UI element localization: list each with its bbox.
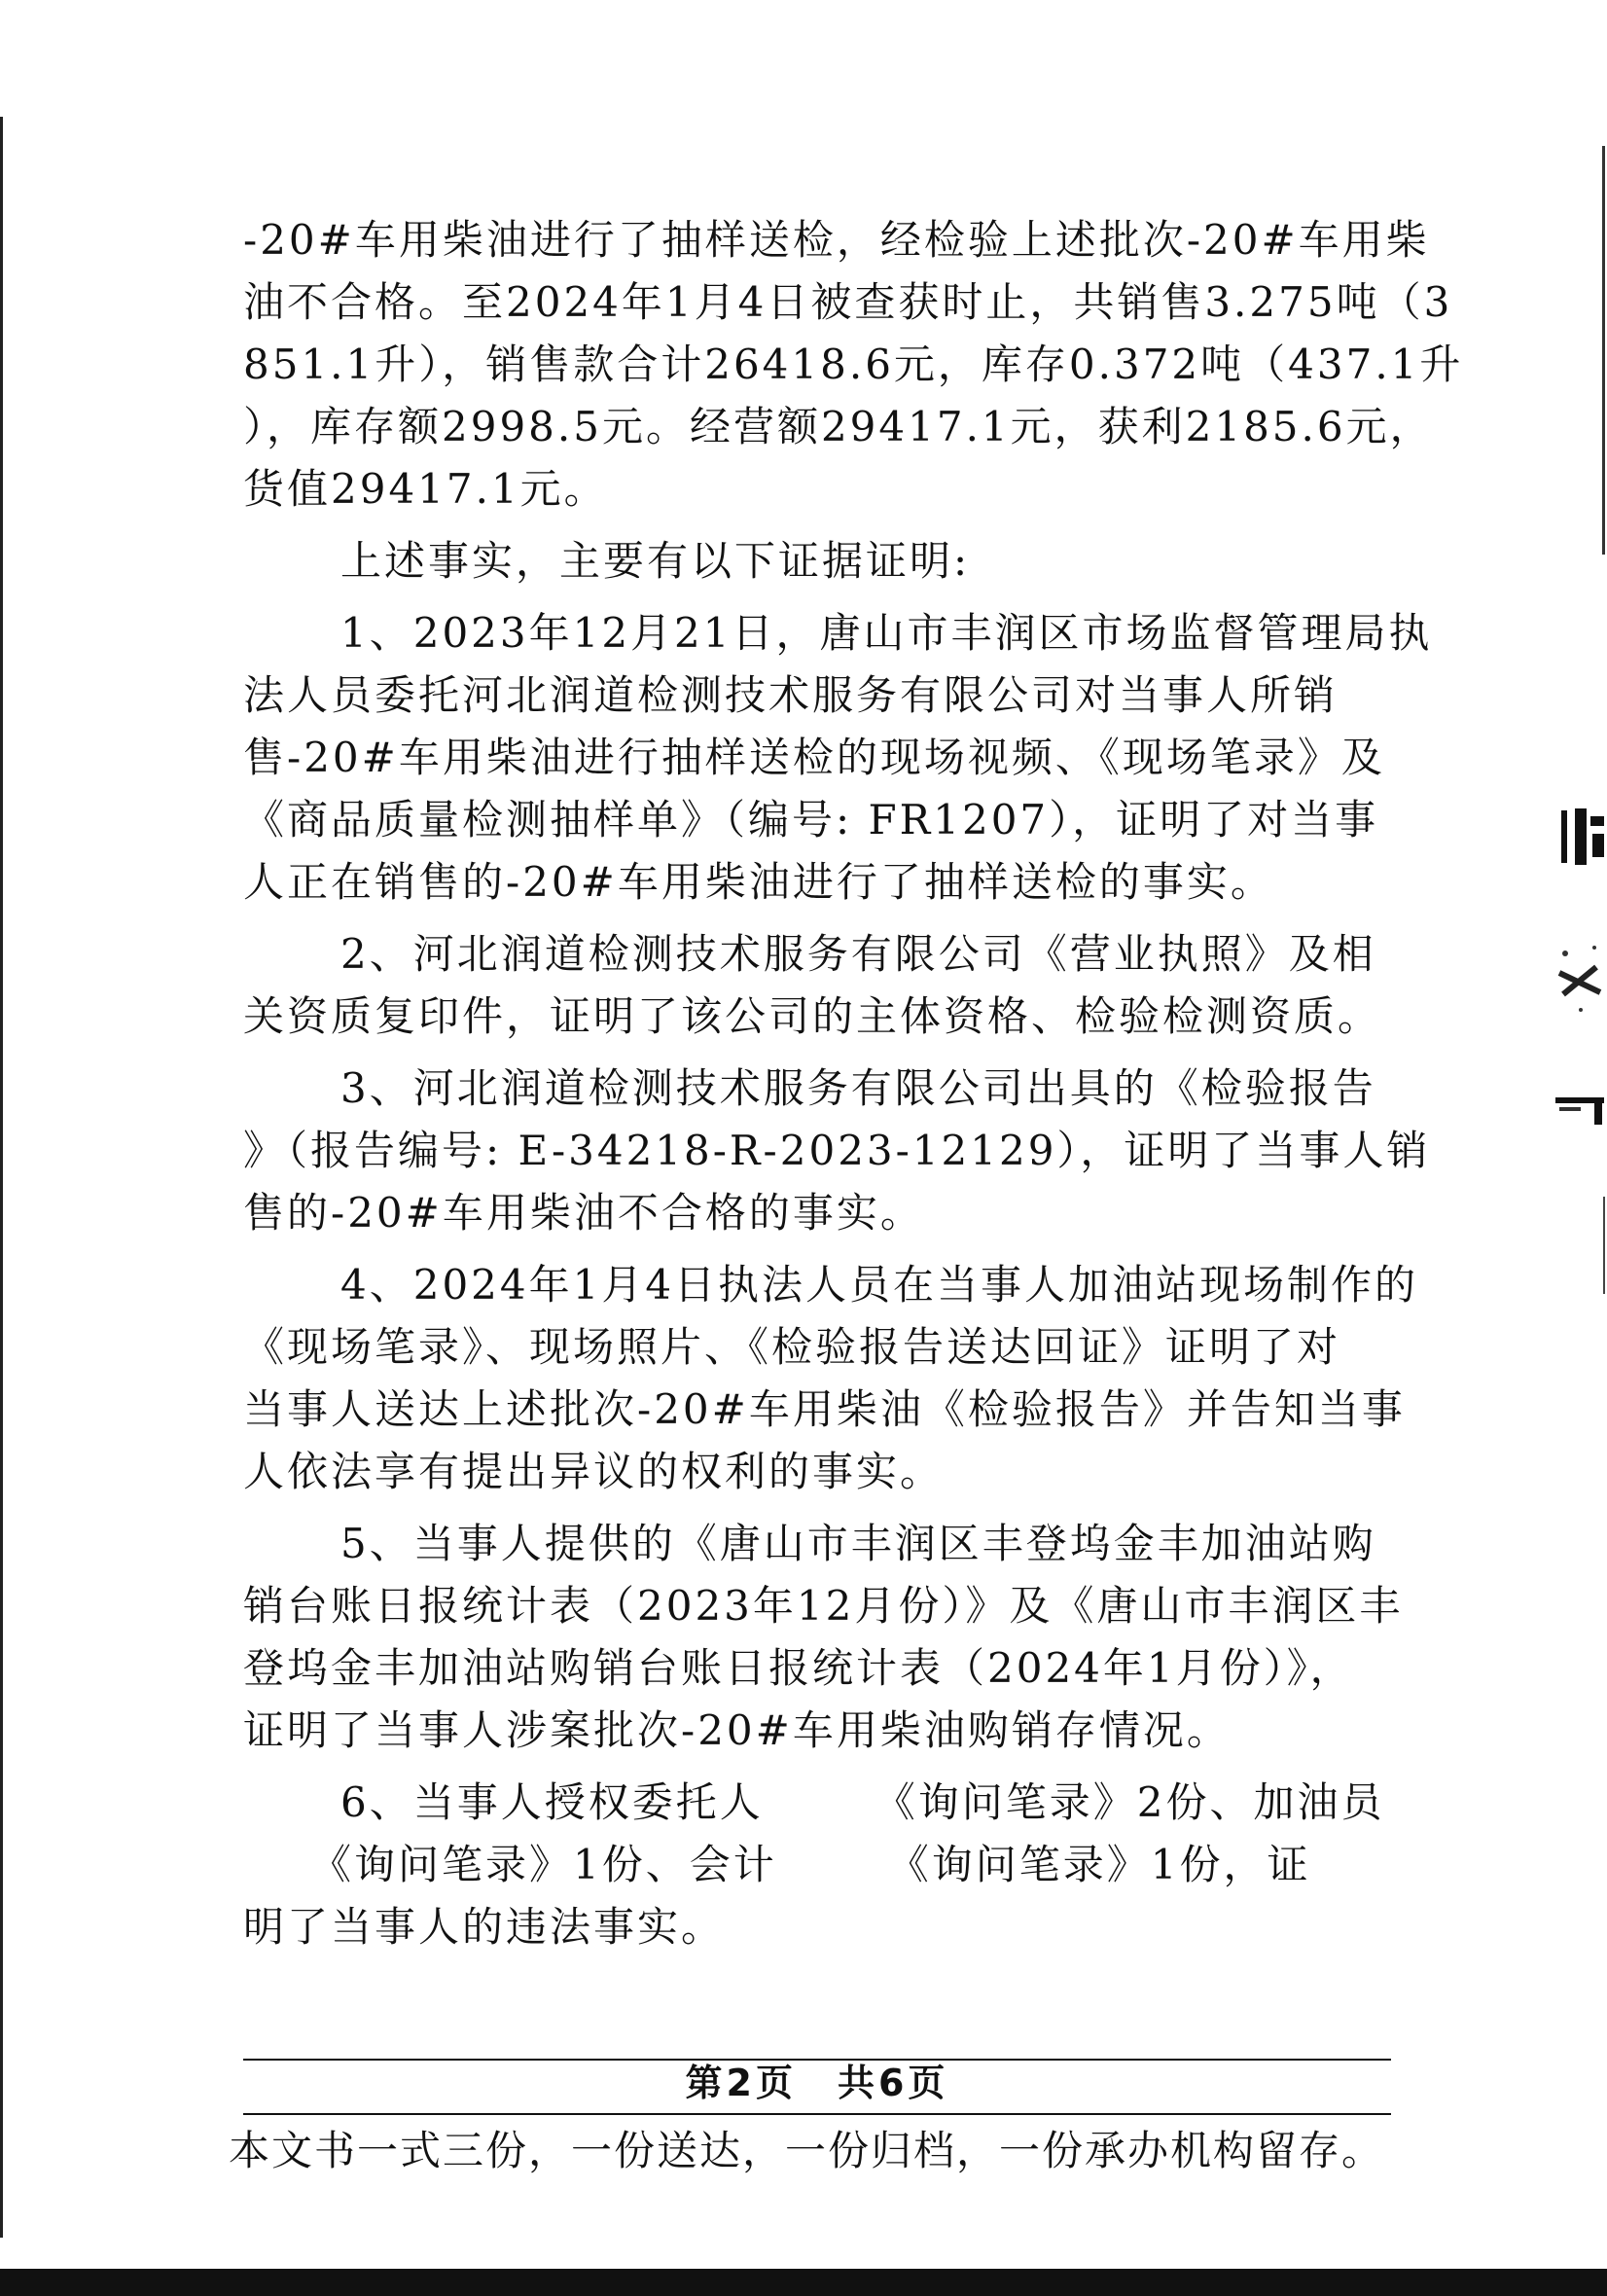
evidence-6-line: 《询问笔录》1份、会计 《询问笔录》1份，证 [243,1841,1311,1888]
page-number: 第2页 共6页 [685,2062,949,2104]
copies-note: 本文书一式三份，一份送达，一份归档，一份承办机构留存。 [229,2127,1385,2174]
scan-edge-bottom [0,2269,1607,2296]
body-line: ），库存额2998.5元。经营额29417.1元，获利2185.6元， [243,403,1434,450]
scan-edge-left [0,117,3,2238]
seal-fragment-bottom-icon [1552,1090,1607,1129]
evidence-5-line: 证明了当事人涉案批次-20#车用柴油购销存情况。 [243,1706,1231,1754]
document-body [243,209,1464,1958]
seal-fragment-middle [1552,934,1607,1022]
seal-fragment-top-icon [1552,803,1607,871]
body-line: 油不合格。至2024年1月4日被查获时止，共销售3.275吨（3 [243,278,1453,326]
evidence-3-line: 》（报告编号: E-34218-R-2023-12129），证明了当事人销 [243,1127,1431,1174]
evidence-3-line: 3、河北润道检测技术服务有限公司出具的《检验报告 [340,1064,1376,1112]
evidence-1-line: 《商品质量检测抽样单》（编号: FR1207），证明了对当事 [243,796,1379,843]
body-line: 货值29417.1元。 [243,465,608,513]
evidence-4-line: 当事人送达上述批次-20#车用柴油《检验报告》并告知当事 [243,1385,1406,1433]
scan-edge-right [1602,146,1605,555]
body-line: -20#车用柴油进行了抽样送检，经检验上述批次-20#车用柴 [243,216,1430,264]
evidence-4-line: 4、2024年1月4日执法人员在当事人加油站现场制作的 [340,1261,1419,1309]
footer-rule-bottom [243,2113,1391,2115]
evidence-5-line: 销台账日报统计表（2023年12月份）》及《唐山市丰润区丰 [243,1582,1404,1630]
evidence-4-line: 人依法享有提出异议的权利的事实。 [243,1448,945,1495]
evidence-5-line: 5、当事人提供的《唐山市丰润区丰登坞金丰加油站购 [340,1520,1376,1567]
evidence-intro: 上述事实，主要有以下证据证明: [340,537,971,585]
scan-edge-right-lower [1603,1197,1605,1294]
evidence-4-line: 《现场笔录》、现场照片、《检验报告送达回证》证明了对 [243,1323,1341,1371]
evidence-2-line: 2、河北润道检测技术服务有限公司《营业执照》及相 [340,930,1376,978]
evidence-6-line: 明了当事人的违法事实。 [243,1903,726,1951]
seal-fragment-bottom [1552,1090,1607,1129]
evidence-5-line: 登坞金丰加油站购销台账日报统计表（2024年1月份）》， [243,1644,1354,1692]
evidence-6-line: 6、当事人授权委托人 《询问笔录》2份、加油员 [340,1778,1385,1826]
evidence-1-line: 法人员委托河北润道检测技术服务有限公司对当事人所销 [243,671,1339,719]
evidence-2-line: 关资质复印件，证明了该公司的主体资格、检验检测资质。 [243,992,1382,1040]
evidence-3-line: 售的-20#车用柴油不合格的事实。 [243,1189,924,1237]
evidence-1-line: 1、2023年12月21日，唐山市丰润区市场监督管理局执 [340,609,1433,657]
seal-fragment-top [1552,803,1607,871]
seal-fragment-middle-icon [1552,934,1607,1022]
body-line: 851.1升），销售款合计26418.6元，库存0.372吨（437.1升 [243,341,1464,388]
evidence-1-line: 售-20#车用柴油进行抽样送检的现场视频、《现场笔录》及 [243,734,1385,781]
evidence-1-line: 人正在销售的-20#车用柴油进行了抽样送检的事实。 [243,858,1274,906]
